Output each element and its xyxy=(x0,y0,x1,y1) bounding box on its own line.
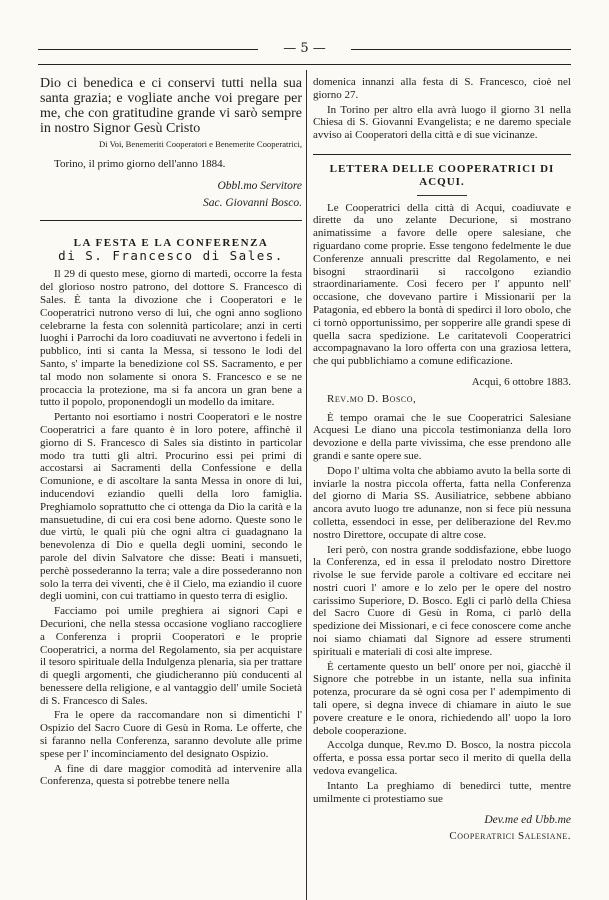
article-paragraph-4: Fra le opere da raccomandare non si dimentichi l' Ospizio del Sacro Cuore di Gesù in Roma. Le offerte, che si faranno nella Conferenza, saranno devolute alle prime spese per l' incominciamento del designato Ospizio. xyxy=(40,709,302,760)
page-number: — 5 — xyxy=(283,41,326,56)
letter-paragraph-5: Accolga dunque, Rev.mo D. Bosco, la nostra piccola offerta, e possa essa portar seco il merito di quella della vedova evangelica. xyxy=(313,739,571,778)
article-title: LA FESTA E LA CONFERENZA xyxy=(73,236,269,249)
header-divider xyxy=(38,64,571,65)
letter-paragraph-1: È tempo oramai che le sue Cooperatrici Salesiane Acquesi Le diano una piccola testimonianza della loro devozione e della parte vivissima, che esse prendono alle grandi e sante opere sue. xyxy=(313,411,571,462)
letter-closing: Dev.me ed Ubb.me xyxy=(484,814,571,827)
date-line: Torino, il primo giorno dell'anno 1884. xyxy=(54,158,226,170)
turin-paragraph: In Torino per altro ella avrà luogo il giorno 31 nella Chiesa di S. Giovanni Evangelista; e ne daremo speciale avviso ai Cooperatori della città e di sue vicinanze. xyxy=(313,103,571,142)
header-rule-left xyxy=(38,49,258,50)
article-subtitle: di S. Francesco di Sales. xyxy=(58,247,284,263)
right-column xyxy=(313,76,571,845)
section-separator xyxy=(40,220,302,221)
article-paragraph-3: Facciamo poi umile preghiera ai signori Capi e Decurioni, che nella stessa occasione vogliano raccogliere a Conferenza i proprii Cooperatori e le proprie Cooperatrici, a norma del Regolamento, sia per acquistare il tesoro spirituale della Indulgenza plenaria, sia per trattare di quegli argomenti, che giudicheranno più conducenti al benessere della religione, e al vantaggio dell' umile Società di S. Francesco di Sales. xyxy=(40,605,302,707)
page-header xyxy=(38,42,571,56)
letter-paragraph-2: Dopo l' ultima volta che abbiamo avuto la bella sorte di inviarle la nostra piccola offerta, fatta nella Conferenza del giorno di Maria SS. Ausiliatrice, sebbene abbiano ancora avuto luogo tre adunanze, non si fece più nessuna colletta, essendoci in esse, per deliberazione del Rev.mo nostro Direttore, occupate di altre cose. xyxy=(313,464,571,541)
letter-paragraph-3: Ieri però, con nostra grande soddisfazione, ebbe luogo la Conferenza, ed in essa il prelodato nostro Direttore rivolse le sue fervide parole a coltivare ed eccitare nei nostri cuori l' amore e lo zelo per le opere del nostro carissimo Superiore, D. Bosco. Egli ci parlò della Chiesa del Sacro Cuore di Gesù in Roma, ci parlò della spedizione dei Missionari, e ci fece conoscere come anche noi siamo chiamati dal Signore ad essere strumenti spirituali e materiali di così alte imprese. xyxy=(313,543,571,658)
continuation-paragraph: domenica innanzi alla festa di S. Francesco, cioè nel giorno 27. xyxy=(313,76,571,101)
letter-intro: Le Cooperatrici della città di Acqui, coadiuvate e dirette da uno zelante Decurione, si mostrano animatissime a favore delle opere salesiane, che riguardano come proprie. Esse tengono fedelmente le due Conferenze annuali prescritte dal Regolamento, e nei bisogni straordinarii si raccolgono eziandio straordinariamente. Così fecero per l' appunto nell' occasione, che dovevano partire i Missionarii per la Patagonia, ed ebbero la bontà di spedirci il loro obolo, che ci tornò opportunissimo, per sopperire alle grandi spese di quella sacra spedizione. Le caritatevoli Cooperatrici accompagnavano la loro offerta con una graziosa lettera, che qui pubblichiamo a comune edificazione. xyxy=(313,201,571,368)
right-separator xyxy=(313,154,571,155)
letter-signatories: Cooperatrici Salesiane. xyxy=(449,830,571,843)
opening-paragraph: Dio ci benedica e ci conservi tutti nella sua santa grazia; e vogliate anche voi pregare per me, che con gratitudine grande vi sarò sempre in nostro Signor Gesù Cristo xyxy=(40,76,302,136)
article-paragraph-1: Il 29 di questo mese, giorno di martedì, occorre la festa del glorioso nostro patrono, del dottore S. Francesco di Sales. È tanta la divozione che i Cooperatori e le Cooperatrici nutrono verso di lui, che ogni anno sogliono celebrarne la festa con solennità particolare; anzi in certi luoghi i Parrochi da loro coadiuvati ne avvertono i fedeli in pubblico, inti si canta la Messa, si tessono le lodi del Santo, s' imparte la benedizione col SS. Sacramento, e per tal modo non solamente si onora S. Francesco e se ne procaccia la protezione, ma si fa ancora un gran bene a tutto il popolo, proponendogli un modello da imitare. xyxy=(40,268,302,409)
letter-date: Acqui, 6 ottobre 1883. xyxy=(471,375,571,388)
signature-name: Sac. Giovanni Bosco. xyxy=(202,196,302,209)
title-underline xyxy=(417,195,467,196)
letter-salutation: Rev.mo D. Bosco, xyxy=(327,392,417,405)
letter-paragraph-6: Intanto La preghiamo di benedirci tutte, mentre umilmente ci protestiamo sue xyxy=(313,779,571,805)
signature-title: Obbl.mo Servitore xyxy=(217,179,302,192)
letter-title: LETTERA DELLE COOPERATRICI DI ACQUI. xyxy=(329,162,555,188)
left-column xyxy=(40,76,302,790)
article-paragraph-5: A fine di dare maggior comodità ad intervenire alla Conferenza, questa si potrebbe tenere nella xyxy=(40,762,302,788)
letter-paragraph-4: È certamente questo un bell' onore per noi, giacchè il Signore che potrebbe in un istante, nella sua infinita potenza, procurare da sè ogni cosa per l' adempimento di tali opere, si degna invece di chiamare in aiuto le sue povere creature e le onora, richiedendo all' uopo la loro debole cooperazione. xyxy=(313,660,571,737)
article-paragraph-2: Pertanto noi esortiamo i nostri Cooperatori e le nostre Cooperatrici a fare quanto è in loro potere, affinchè il giorno di S. Francesco di Sales sia distinto in particolar modo tra tutti gli altri. Procurino essi pei primi di accostarsi ai Sacramenti della Confessione e della Comunione, e di ascoltare la santa Messa in onore di lui, inducendovi eziandio quelli della loro famiglia. Preghiamolo soprattutto che ci ottenga da Dio la carità e la mansuetudine, di cui era così bene adorno. Queste sono le due virtù, le quali più che ogni altra ci guadagnano la benevolenza di Dio e quella degli uomini, secondo le parole del divin Salvatore che disse: Beati i mansueti, perchè possederanno la terra; vale a dire possederanno non solo la terra dei viventi, che è il Cielo, ma eziandio il cuore degli uomini, con cui trattiamo in questo terra di esiglio. xyxy=(40,411,302,603)
header-rule-right xyxy=(351,49,571,50)
column-divider xyxy=(306,70,307,900)
address-line: Di Voi, Benemeriti Cooperatori e Benemerite Cooperatrici, xyxy=(98,139,302,149)
